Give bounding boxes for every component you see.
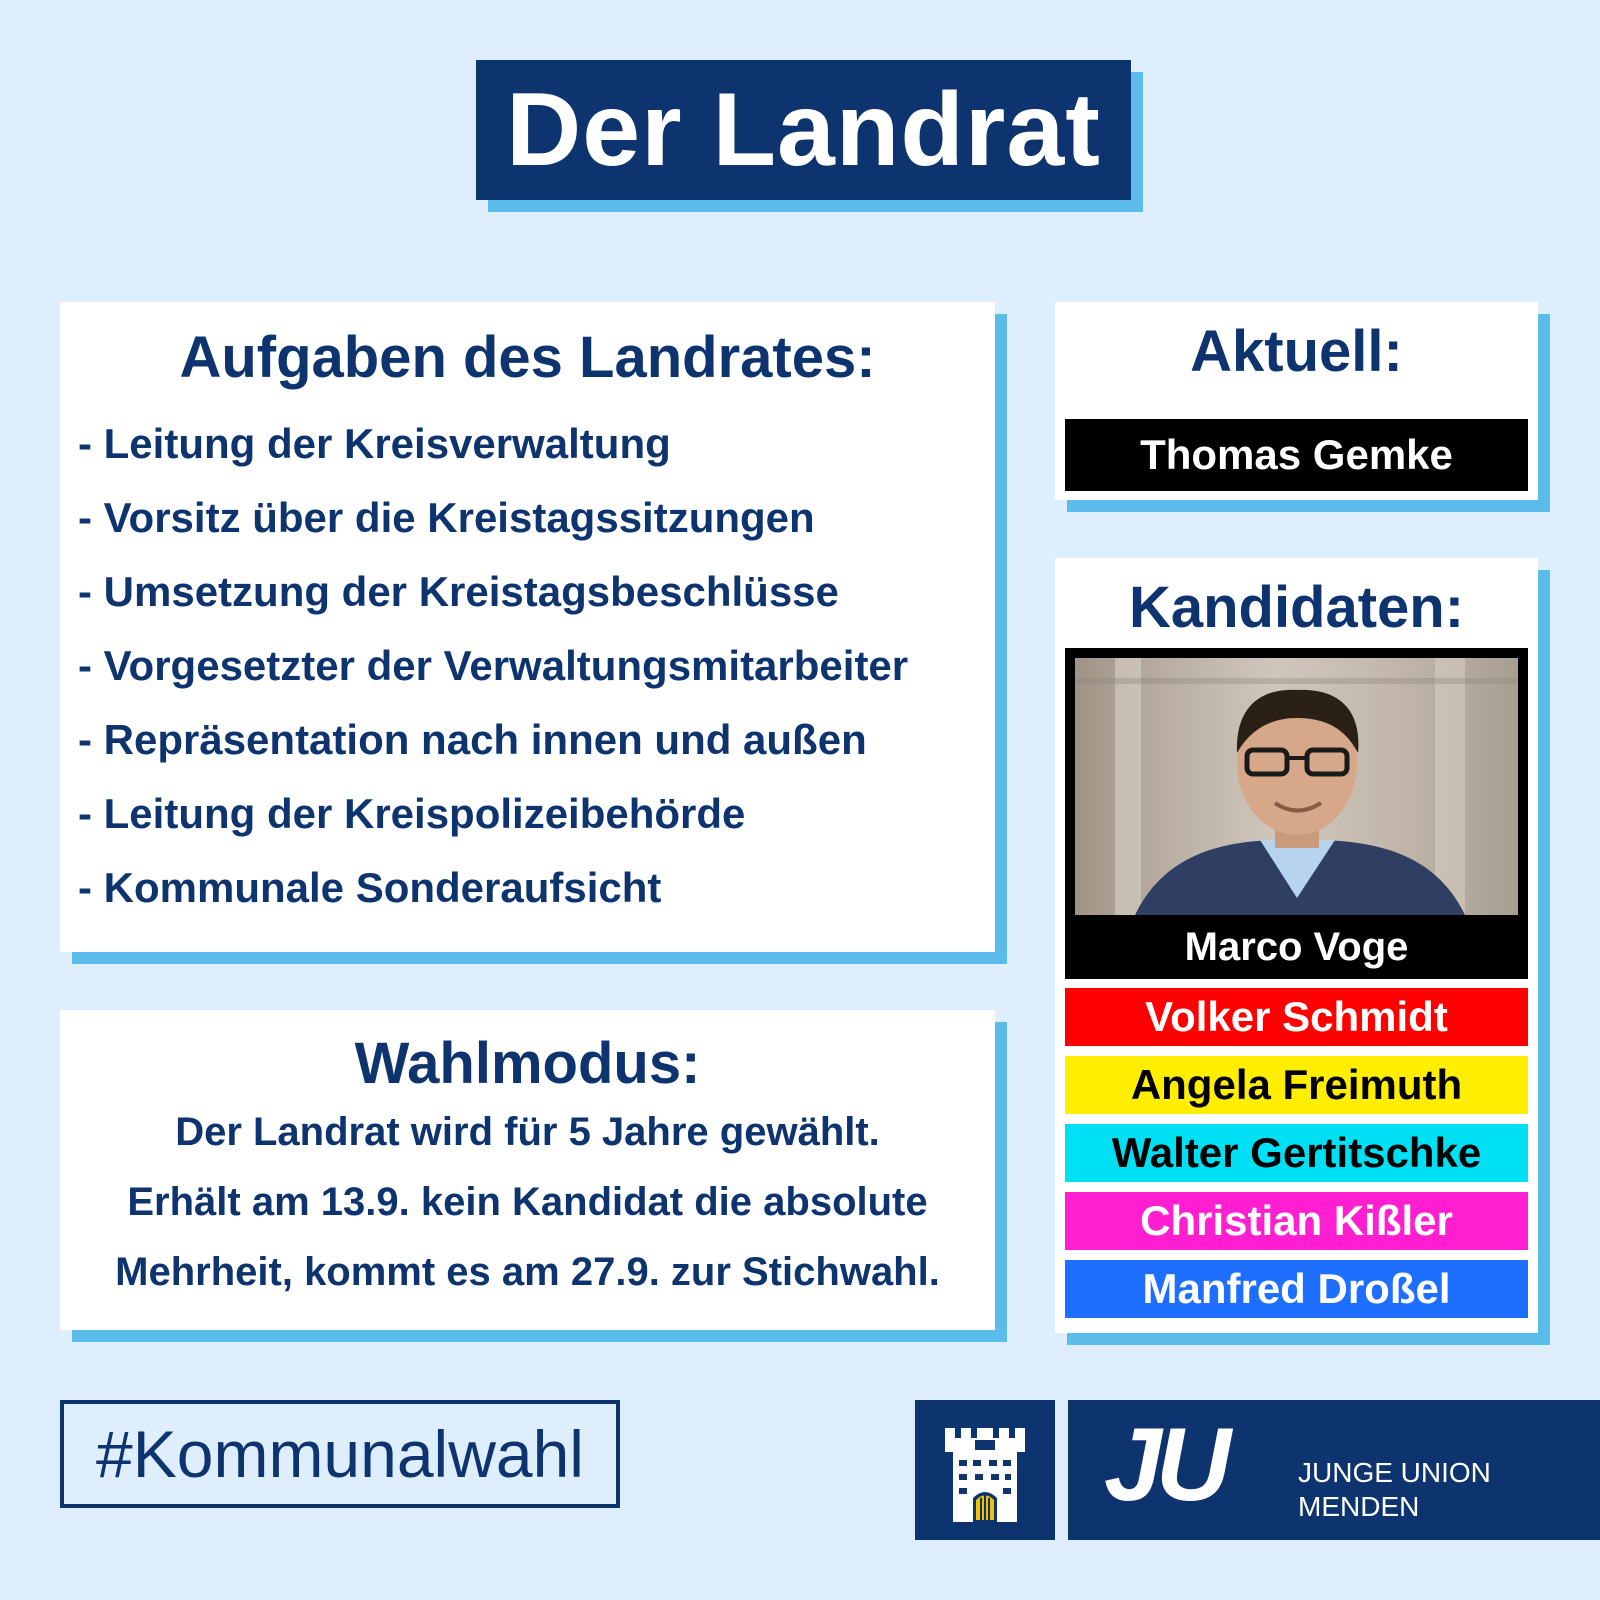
featured-candidate: [1065, 648, 1528, 979]
organization-name-line: JUNGE UNION: [1298, 1457, 1491, 1488]
task-item: - Leitung der Kreispolizeibehörde: [78, 790, 746, 837]
featured-candidate-name: Marco Voge: [1065, 915, 1528, 979]
junge-union-logo: [1068, 1400, 1600, 1540]
current-heading: Aktuell:: [1190, 319, 1403, 384]
task-item: - Vorgesetzter der Verwaltungsmitarbeiter: [78, 642, 909, 689]
current-officeholder-name: Thomas Gemke: [1065, 419, 1528, 491]
candidate-photo: [1075, 658, 1518, 915]
election-mode-line: Mehrheit, kommt es am 27.9. zur Stichwahl.: [115, 1250, 940, 1294]
task-item: - Repräsentation nach innen und außen: [78, 716, 867, 763]
castle-tower-crest-icon: [915, 1400, 1055, 1540]
task-item: - Leitung der Kreisverwaltung: [78, 420, 671, 467]
candidate-name: Christian Kißler: [1065, 1192, 1528, 1250]
task-item: - Umsetzung der Kreistagsbeschlüsse: [78, 568, 839, 615]
candidates-card: [1055, 558, 1538, 1333]
task-item: - Vorsitz über die Kreistagssitzungen: [78, 494, 815, 541]
tasks-card: [60, 302, 995, 952]
election-mode-card: [60, 1010, 995, 1330]
tasks-list: [60, 407, 995, 925]
organization-name-line: MENDEN: [1298, 1491, 1420, 1522]
ju-logo-mark: JU: [1104, 1407, 1225, 1523]
candidates-heading: Kandidaten:: [1128, 575, 1465, 640]
tasks-heading: Aufgaben des Landrates:: [179, 325, 876, 390]
current-officeholder-card: [1055, 302, 1538, 500]
election-mode-line: Der Landrat wird für 5 Jahre gewählt.: [175, 1110, 880, 1154]
candidate-name: Volker Schmidt: [1065, 988, 1528, 1046]
candidate-name: Angela Freimuth: [1065, 1056, 1528, 1114]
organization-name: [1298, 1456, 1491, 1524]
candidate-name: Walter Gertitschke: [1065, 1124, 1528, 1182]
task-item: - Kommunale Sonderaufsicht: [78, 864, 662, 911]
election-mode-heading: Wahlmodus:: [354, 1031, 701, 1096]
title-banner: [476, 60, 1131, 200]
candidate-name: Manfred Droßel: [1065, 1260, 1528, 1318]
election-mode-line: Erhält am 13.9. kein Kandidat die absolute: [127, 1180, 928, 1224]
hashtag-label: #Kommunalwahl: [60, 1400, 620, 1508]
page-title: Der Landrat: [506, 71, 1101, 188]
